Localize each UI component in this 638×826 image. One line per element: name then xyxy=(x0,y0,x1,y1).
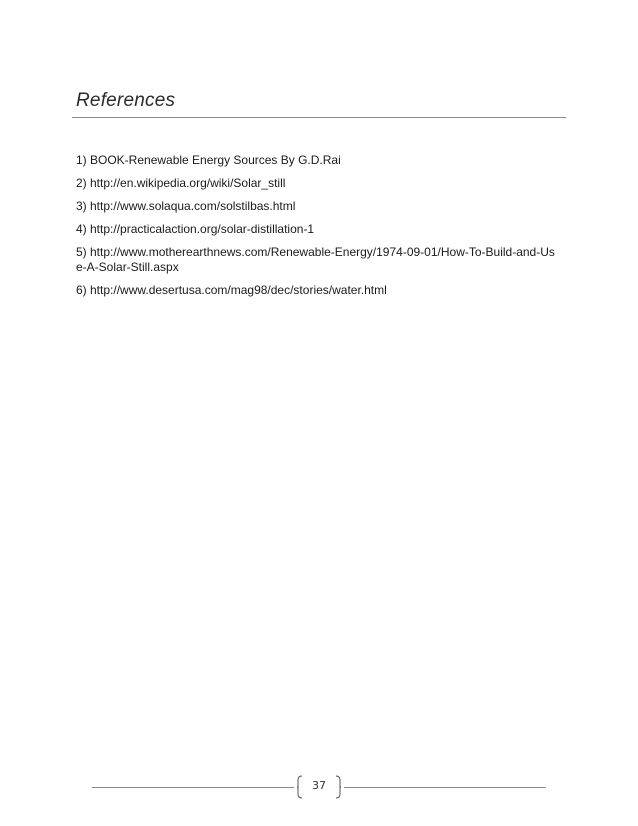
footer-rule-left xyxy=(92,787,294,788)
reference-item: 3) http://www.solaqua.com/solstilbas.html xyxy=(76,199,296,213)
reference-item: 4) http://practicalaction.org/solar-distillation-1 xyxy=(76,222,315,236)
page-number: 37 xyxy=(312,779,326,792)
reference-item: 2) http://en.wikipedia.org/wiki/Solar_still xyxy=(76,176,286,190)
heading-underline xyxy=(72,117,566,118)
section-heading: References xyxy=(76,90,176,111)
reference-list xyxy=(76,153,556,306)
reference-item: 6) http://www.desertusa.com/mag98/dec/stories/water.html xyxy=(76,283,387,297)
page-number-container xyxy=(297,775,341,799)
footer-rule-right xyxy=(344,787,546,788)
right-bracket-icon xyxy=(335,775,341,799)
reference-item: 1) BOOK-Renewable Energy Sources By G.D.Rai xyxy=(76,153,341,167)
reference-item: 5) http://www.motherearthnews.com/Renewable-Energy/1974-09-01/How-To-Build-and-Use-A-Solar-Still.aspx xyxy=(76,245,555,274)
